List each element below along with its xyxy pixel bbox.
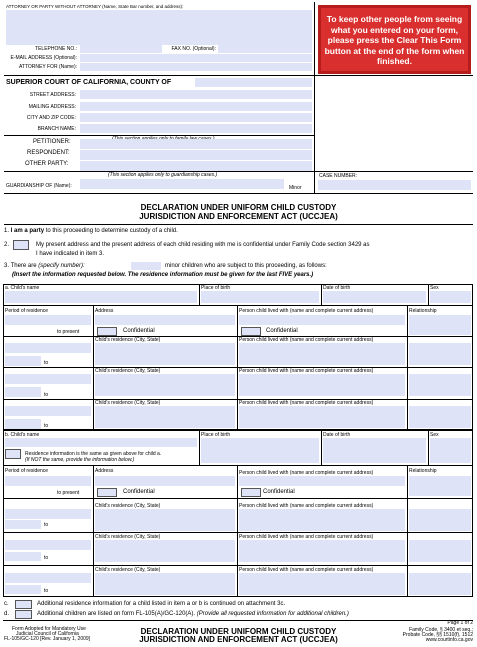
- b-person-label: Person child lived with (name and complete current address): [239, 470, 374, 476]
- a-person-field-4[interactable]: [239, 406, 405, 428]
- a-person-label-2: Person child lived with (name and complete current address): [239, 337, 374, 343]
- item-d-text: Additional children are listed on form FL-105(A)/GC-120(A). (Provide all requested information for additional children.): [37, 611, 349, 617]
- city-label: CITY AND ZIP CODE:: [26, 115, 76, 121]
- b-date-of-birth-label: Date of birth: [323, 432, 351, 438]
- code-ref1: Family Code, § 3400 et seq.;: [409, 627, 473, 633]
- a-person-label-3: Person child lived with (name and complete current address): [239, 368, 374, 374]
- b-date-of-birth-field[interactable]: [323, 438, 426, 463]
- b-residence-label-4: Child's residence (City, State): [95, 567, 161, 573]
- item-c-checkbox[interactable]: [15, 600, 32, 609]
- b-from-date-1[interactable]: [5, 476, 91, 486]
- b-to-label-2: to: [44, 522, 49, 528]
- a-person-confidential-checkbox[interactable]: [241, 327, 261, 336]
- a-from-date-3[interactable]: [5, 374, 91, 384]
- item-c-number: c.: [4, 601, 9, 607]
- branch-label: BRANCH NAME:: [37, 126, 76, 132]
- a-sex-field[interactable]: [430, 291, 471, 303]
- guardianship-note: (This section applies only to guardianship cases.): [108, 172, 218, 178]
- a-from-date-2[interactable]: [5, 343, 91, 353]
- street-label: STREET ADDRESS:: [29, 92, 76, 98]
- email-field[interactable]: [80, 54, 312, 62]
- a-address-confidential-label: Confidential: [123, 328, 155, 334]
- privacy-notice: To keep other people from seeing what you entered on your form, please press the Clear This Form button at the end of the form when finished.: [318, 5, 471, 74]
- form-id: FL-105/GC-120 [Rev. January 1, 2009]: [4, 636, 91, 642]
- other-party-field[interactable]: [80, 161, 312, 171]
- footer-title-line2: JURISDICTION AND ENFORCEMENT ACT (UCCJEA): [139, 635, 338, 644]
- b-relationship-field-1[interactable]: [409, 476, 471, 496]
- code-ref2: Probate Code, §§ 1510(f), 1512: [402, 632, 473, 638]
- b-to-label-4: to: [44, 588, 49, 594]
- a-date-of-birth-label: Date of birth: [323, 285, 351, 291]
- b-same-checkbox[interactable]: [5, 449, 21, 459]
- item-c-text: Additional residence information for a child listed in item a or b is continued on attachment 3c.: [37, 601, 286, 607]
- a-date-of-birth-field[interactable]: [323, 291, 426, 303]
- b-from-date-3[interactable]: [5, 540, 91, 550]
- a-residence-field-3[interactable]: [95, 374, 235, 396]
- mailing-field[interactable]: [80, 102, 312, 111]
- a-address-field-1[interactable]: [95, 315, 235, 325]
- a-person-label: Person child lived with (name and complete current address): [239, 308, 374, 314]
- a-to-label-2: to: [44, 360, 49, 366]
- street-field[interactable]: [80, 90, 312, 99]
- a-to-label-4: to: [44, 423, 49, 429]
- item3: 3. There are (specify number):: [4, 263, 85, 269]
- petitioner-field[interactable]: [80, 139, 312, 149]
- telephone-field[interactable]: [80, 45, 162, 53]
- guardianship-label: GUARDIANSHIP OF (Name):: [6, 183, 72, 189]
- attorney-field[interactable]: [6, 10, 312, 45]
- case-number-label: CASE NUMBER:: [319, 173, 358, 179]
- b-from-date-2[interactable]: [5, 509, 91, 519]
- b-residence-label-2: Child's residence (City, State): [95, 503, 161, 509]
- a-to-date-2[interactable]: [5, 356, 41, 366]
- b-address-label: Address: [95, 468, 114, 474]
- a-residence-field-4[interactable]: [95, 406, 235, 428]
- item2-checkbox[interactable]: [13, 240, 29, 250]
- b-residence-label-3: Child's residence (City, State): [95, 534, 161, 540]
- a-residence-field-2[interactable]: [95, 343, 235, 365]
- b-child-name-field[interactable]: [5, 438, 197, 447]
- branch-field[interactable]: [80, 124, 312, 133]
- a-residence-label-3: Child's residence (City, State): [95, 368, 161, 374]
- a-address-label: Address: [95, 308, 114, 314]
- telephone-label: TELEPHONE NO.:: [35, 46, 77, 52]
- b-person-field-1[interactable]: [239, 476, 405, 486]
- attorney-for-label: ATTORNEY FOR (Name):: [18, 64, 77, 70]
- page-number: Page 1 of 2: [447, 620, 473, 626]
- mailing-label: MAILING ADDRESS:: [28, 104, 76, 110]
- b-address-confidential-label: Confidential: [123, 489, 155, 495]
- a-sex-label: Sex: [430, 285, 439, 291]
- a-to-label-3: to: [44, 392, 49, 398]
- form-title-line1: DECLARATION UNDER UNIFORM CHILD CUSTODY: [140, 203, 337, 212]
- a-relationship-field-4[interactable]: [409, 406, 471, 428]
- fax-label: FAX NO. (Optional):: [171, 46, 216, 52]
- b-address-field-1[interactable]: [95, 476, 235, 486]
- county-field[interactable]: [195, 78, 312, 87]
- a-residence-label-4: Child's residence (City, State): [95, 400, 161, 406]
- b-to-label-3: to: [44, 555, 49, 561]
- b-place-of-birth-label: Place of birth: [201, 432, 231, 438]
- a-from-date-1[interactable]: [5, 315, 91, 325]
- b-relationship-field-3[interactable]: [409, 540, 471, 562]
- b-relationship-field-4[interactable]: [409, 573, 471, 595]
- item3-text: minor children who are subject to this proceeding, as follows:: [165, 263, 327, 269]
- b-residence-field-4[interactable]: [95, 573, 235, 595]
- email-label: E-MAIL ADDRESS (Optional):: [10, 55, 77, 61]
- b-person-confidential-checkbox[interactable]: [241, 488, 261, 497]
- b-same-label: Residence information is the same as given above for child a.: [25, 451, 162, 457]
- fax-field[interactable]: [218, 45, 312, 53]
- form-adopted: Form Adopted for Mandatory Use: [12, 626, 86, 632]
- b-person-field-2[interactable]: [239, 509, 405, 531]
- website-link[interactable]: www.courtinfo.ca.gov: [425, 637, 473, 643]
- a-place-of-birth-field[interactable]: [201, 291, 319, 303]
- b-address-confidential-checkbox[interactable]: [97, 488, 117, 497]
- respondent-label: RESPONDENT:: [27, 150, 70, 156]
- a-from-date-4[interactable]: [5, 406, 91, 416]
- b-person-field-3[interactable]: [239, 540, 405, 562]
- b-residence-field-2[interactable]: [95, 509, 235, 531]
- b-relationship-field-2[interactable]: [409, 509, 471, 531]
- a-relationship-label: Relationship: [409, 308, 437, 314]
- b-person-label-3: Person child lived with (name and complete current address): [239, 534, 374, 540]
- other-party-label: OTHER PARTY:: [25, 161, 69, 167]
- a-child-name-field[interactable]: [5, 291, 197, 303]
- b-to-date-2[interactable]: [5, 520, 41, 529]
- respondent-field[interactable]: [80, 150, 312, 160]
- b-person-label-2: Person child lived with (name and complete current address): [239, 503, 374, 509]
- b-sex-field[interactable]: [430, 438, 471, 463]
- a-period-label: Period of residence: [5, 308, 49, 314]
- a-to-date-3[interactable]: [5, 387, 41, 397]
- footer-title-line1: DECLARATION UNDER UNIFORM CHILD CUSTODY: [140, 627, 337, 636]
- city-field[interactable]: [80, 113, 312, 122]
- a-residence-label-2: Child's residence (City, State): [95, 337, 161, 343]
- attorney-for-field[interactable]: [80, 63, 312, 71]
- b-to-present-label: to present: [57, 490, 80, 496]
- judicial-council: Judicial Council of California: [16, 631, 79, 637]
- b-person-label-4: Person child lived with (name and complete current address): [239, 567, 374, 573]
- a-person-label-4: Person child lived with (name and complete current address): [239, 400, 374, 406]
- b-period-label: Period of residence: [5, 468, 49, 474]
- court-title: SUPERIOR COURT OF CALIFORNIA, COUNTY OF: [6, 79, 172, 86]
- attorney-label: ATTORNEY OR PARTY WITHOUT ATTORNEY (Name, State Bar number, and address):: [6, 4, 184, 9]
- a-relationship-field-1[interactable]: [409, 315, 471, 335]
- a-person-field-1[interactable]: [239, 315, 405, 325]
- b-relationship-label: Relationship: [409, 468, 437, 474]
- b-person-field-4[interactable]: [239, 573, 405, 595]
- a-to-date-4[interactable]: [5, 419, 41, 429]
- item-d-checkbox[interactable]: [15, 610, 32, 619]
- item-d-number: d.: [4, 611, 10, 617]
- a-person-field-2[interactable]: [239, 343, 405, 365]
- b-to-date-3[interactable]: [5, 552, 41, 561]
- guardianship-field[interactable]: [80, 179, 284, 189]
- case-number-field[interactable]: [318, 180, 471, 190]
- a-child-name-label: a. Child's name: [5, 285, 40, 291]
- item2-text: My present address and the present address of each child residing with me is confidential under Family Code section 3429 as: [36, 242, 370, 248]
- form-title-line2: JURISDICTION AND ENFORCEMENT ACT (UCCJEA): [139, 212, 338, 221]
- item2-text2: I have indicated in item 3.: [36, 251, 105, 257]
- a-person-field-3[interactable]: [239, 374, 405, 396]
- b-place-of-birth-field[interactable]: [201, 438, 319, 463]
- b-residence-field-3[interactable]: [95, 540, 235, 562]
- b-child-name-label: b. Child's name: [5, 432, 40, 438]
- b-from-date-4[interactable]: [5, 573, 91, 583]
- petitioner-label: PETITIONER:: [33, 139, 71, 145]
- b-sex-label: Sex: [430, 432, 439, 438]
- a-relationship-field-2[interactable]: [409, 343, 471, 365]
- b-to-date-4[interactable]: [5, 585, 41, 594]
- a-address-confidential-checkbox[interactable]: [97, 327, 117, 336]
- item3-note: (Insert the information requested below. The residence information must be given for the last FIVE years.): [12, 272, 314, 278]
- a-place-of-birth-label: Place of birth: [201, 285, 231, 291]
- children-count-field[interactable]: [131, 262, 161, 270]
- b-same-label2: (If NOT the same, provide the information below.): [25, 457, 135, 463]
- a-to-present-label: to present: [57, 329, 80, 335]
- a-relationship-field-3[interactable]: [409, 374, 471, 396]
- item2-number: 2.: [4, 242, 10, 248]
- item1: 1. I am a party to this proceeding to determine custody of a child.: [4, 228, 178, 234]
- minor-label: Minor: [289, 185, 302, 191]
- b-person-confidential-label: Confidential: [263, 489, 295, 495]
- a-person-confidential-label: Confidential: [266, 328, 298, 334]
